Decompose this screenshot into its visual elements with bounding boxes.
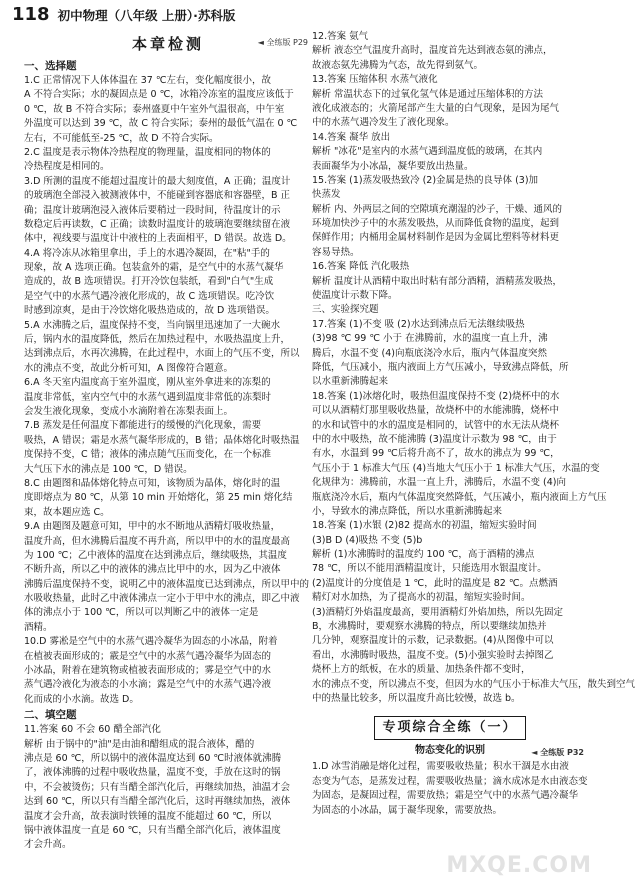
text-line: (2)温度计的分度值是 1 ℃，此时的温度是 82 ℃。点燃酒	[312, 577, 558, 589]
sub-heading	[312, 742, 588, 760]
text-line: 2.C 温度是表示物体冷热程度的物理量，温度相同的物体的	[24, 146, 271, 158]
special-section-title: 专项综合全练（一）	[374, 716, 526, 740]
chapter-title: 本章检测	[131, 35, 204, 53]
text-line: 解析 由于锅中的"油"是由油和醋组成的混合液体，醋的	[24, 738, 255, 750]
text-line: 数稳定后再读数，C 正确；读数时温度计的玻璃泡要继续留在液	[24, 218, 291, 230]
text-line: 中的水蒸气遇冷发生了液化现象。	[312, 117, 455, 129]
text-line: 度即熔点为 80 ℃，从第 10 min 开始熔化，第 25 min 熔化结	[24, 492, 293, 504]
chapter-ref-text: 全练版 P29	[266, 38, 308, 47]
text-line: 18.答案 (1)冰熔化时，吸热但温度保持不变 (2)烧杯中的水	[312, 390, 560, 402]
text-line: 故液态氨先沸腾为气态，故先得到氨气。	[312, 59, 484, 71]
text-line: 1.C 正常情况下人体体温在 37 ℃左右，变化幅度很小，故	[24, 75, 272, 86]
text-line: 11.答案 60 不会 60 醋全部汽化	[24, 724, 161, 736]
text-line: 6.A 冬天室内温度高于室外温度，刚从室外拿进来的冻梨的	[24, 377, 271, 389]
text-line: 外温度可以达到 39 ℃，故 C 符合实际；泰州的最低气温在 0 ℃	[24, 118, 298, 130]
text-line: 保鲜作用；内桶用金属材料制作是因为金属比塑料等材料更	[312, 232, 560, 244]
text-line: 17.答案 (1)不变 吸 (2)水达到沸点后无法继续吸热	[312, 318, 525, 330]
text-line: 腾后，水温不变 (4)向瓶底浇冷水后，瓶内气体温度突然	[312, 347, 547, 359]
text-line: 体的沸点小于 100 ℃，所以可以判断乙中的液体一定是	[24, 607, 259, 619]
text-line: 蒸气遇冷液化为液态的小水滴；露是空气中的水蒸气遇冷液	[24, 679, 272, 691]
text-line: 快蒸发	[312, 189, 341, 201]
text-line: 15.答案 (1)蒸发吸热致冷 (2)金属是热的良导体 (3)加	[312, 174, 539, 186]
text-line: 瓶底浇冷水后，瓶内气体温度突然降低，气压减小，瓶内液面上方气压	[312, 491, 607, 503]
text-line: 5.A 水沸腾之后，温度保持不变，当向锅里迅速加了一大碗水	[24, 319, 281, 331]
text-line: 水吸收热量，此时乙中液体沸点一定小于甲中水的沸点，即乙中液	[24, 593, 300, 605]
sub-ref-text: 全练版 P32	[540, 748, 584, 758]
section-title-fill: 二、填空题	[24, 709, 77, 722]
text-line: 几分钟，观察温度计的示数，记录数据。(4)从图像中可以	[312, 635, 554, 647]
text-line: 看出，水沸腾时吸热，温度不变。(5)小强实验时去掉图乙	[312, 649, 554, 661]
text-line: 12.答案 氨气	[312, 31, 369, 42]
text-line: 液化成液态的；火箭尾部产生大量的白气现象，是因为尾气	[312, 102, 560, 114]
text-line: 烧杯上方的纸板，在水的质量、加热条件都不变时，	[312, 664, 531, 676]
text-line: 吸热，A 错误；霜是水蒸气凝华形成的，B 错；晶体熔化时吸热温	[24, 434, 300, 446]
text-line: 中的水中吸热，故不能沸腾 (3)温度计示数为 98 ℃，由于	[312, 433, 557, 445]
text-line: 三、实验探究题	[312, 304, 379, 316]
text-line: 4.A 将冷冻从冰箱里拿出，手上的水遇冷凝固，在"粘"手的	[24, 247, 270, 259]
text-line: 解析 温度计从酒精中取出时粘有部分酒精，酒精蒸发吸热，	[312, 275, 563, 287]
text-line: 解析 (1)水沸腾时的温度约 100 ℃，高于酒精的沸点	[312, 549, 535, 561]
chapter-ref: ◄ 全练版 P29	[257, 38, 308, 47]
book-title: 初中物理（八年级 上册）·苏科版	[57, 8, 236, 23]
text-line: 确；温度计玻璃泡浸入液体后要稍过一段时间，待温度计的示	[24, 204, 281, 216]
text-line: 的水和试管中的水的温度是相同的，试管中的水无法从烧杯	[312, 419, 560, 431]
chapter-heading	[24, 30, 312, 58]
text-line: 左右，不可能低至-25 ℃，故 D 不符合实际。	[24, 132, 219, 144]
text-line: 气压小于 1 标准大气压 (4)当地大气压小于 1 标准大气压，水温的变	[312, 462, 600, 474]
text-line: 可以从酒精灯那里吸收热量，故烧杯中的水能沸腾，烧杯中	[312, 405, 560, 417]
text-line: 造成的，故 B 选项错误。打开冷饮包装纸，看到"白气"生成	[24, 276, 274, 288]
text-line: (3)酒精灯外焰温度最高，要用酒精灯外焰加热，所以先固定	[312, 606, 563, 618]
left-column	[24, 30, 312, 853]
sub-ref: ◄ 全练版 P32	[531, 748, 584, 758]
text-line: 解析 常温状态下的过氧化氢气体是通过压缩体积的方法	[312, 88, 544, 100]
left-answer-lines-2	[24, 723, 312, 853]
left-answer-lines	[24, 74, 312, 707]
text-line: 10.D 雾凇是空气中的水蒸气遇冷凝华为固态的小冰晶，附着	[24, 636, 278, 648]
text-line: 时感到凉爽，是由于冷饮熔化吸热造成的，故 D 选项错误。	[24, 305, 275, 317]
text-line: 达到 60 ℃，所以只有当醋全部汽化后，这时再继续加热，液体	[24, 796, 291, 808]
text-line: 解析 "冰花"是室内的水蒸气遇到温度低的玻璃，在其内	[312, 146, 543, 158]
page-header	[12, 4, 592, 26]
text-line: 小，导致水的沸点降低，所以水重新沸腾起来	[312, 505, 503, 517]
text-line: 降低，气压减小，瓶内液面上方气压减小，导致沸点降低，所	[312, 361, 569, 373]
text-line: 达到沸点后，水再次沸腾，在此过程中，水面上的气压不变，所以	[24, 348, 300, 360]
section-title-choice: 一、选择题	[24, 60, 77, 72]
text-line: (3)98 ℃ 99 ℃ 小于 在沸腾前，水的温度一直上升，沸	[312, 333, 548, 345]
text-line: 温度才会升高，故表演时铁锤的温度不能超过 60 ℃，所以	[24, 810, 272, 822]
text-line: 态变为气态，是蒸发过程，需要吸收热量；滴水成冰是水由液态变	[312, 775, 588, 787]
text-line: 3.D 所测的温度不能超过温度计的最大刻度值，A 正确；温度计	[24, 175, 291, 187]
text-line: 温度非常低，室内空气中的水蒸气遇到温度非常低的冻梨时	[24, 391, 272, 403]
text-line: 化规律为：沸腾前，水温一直上升，沸腾后，水温不变 (4)向	[312, 477, 566, 489]
text-line: 水的沸点不变，故此分析可知，A 图像符合题意。	[24, 362, 234, 374]
text-line: 大气压下水的沸点是 100 ℃，D 错误。	[24, 463, 193, 475]
text-line: 是空气中的水蒸气遇冷液化形成的，故 C 选项错误。吃冷饮	[24, 290, 275, 302]
text-line: 束，故本题应选 C。	[24, 506, 110, 518]
text-line: 冷热程度是相同的。	[24, 161, 110, 173]
text-line: 18.答案 (1)水银 (2)82 提高水的初温，缩短实验时间	[312, 520, 537, 532]
text-line: 精灯对水加热，为了提高水的初温，缩短实验时间。	[312, 592, 531, 604]
text-line: 13.答案 压缩体积 水蒸气液化	[312, 74, 438, 86]
text-line: 不断升高，所以乙中的液体的沸点比甲中的水，因为乙中液体	[24, 564, 281, 576]
text-line: 16.答案 降低 汽化吸热	[312, 261, 410, 273]
text-line: 0 ℃，故 B 不符合实际；泰州盛夏中午室外气温很高，中午室	[24, 103, 285, 115]
text-line: 8.C 由题图和晶体熔化特点可知，该物质为晶体，熔化时的温	[24, 477, 281, 489]
text-line: 中，不会被烫伤；只有当醋全部汽化后，再继续加热，油温才会	[24, 781, 291, 793]
sub-title: 物态变化的识别	[415, 745, 485, 757]
text-line: 有水，水温到 99 ℃后将升高不了，故水的沸点为 99 ℃，	[312, 448, 560, 460]
text-line: 1.D 冰雪消融是熔化过程，需要吸收热量；积水干涸是水由液	[312, 761, 569, 773]
text-line: 为 100 ℃；乙中液体的温度在达到沸点后，继续吸热，其温度	[24, 549, 287, 561]
text-line: 现象，故 A 选项正确。包装盒外的霜，是空气中的水蒸气凝华	[24, 262, 284, 274]
text-line: 的玻璃泡全部浸入被测液体中，不能碰到容器底和容器壁，B 正	[24, 190, 291, 202]
page-number: 118	[12, 4, 50, 25]
text-line: 环境加快沙子中的水蒸发吸热，从而降低食物的温度，起到	[312, 218, 560, 230]
text-line: 14.答案 凝华 放出	[312, 131, 391, 143]
text-line: 为固态，是凝固过程，需要放热；霜是空气中的水蒸气遇冷凝华	[312, 790, 579, 802]
text-line: 后，锅内水的温度降低，然后在加热过程中，水吸热温度上升，	[24, 334, 291, 346]
text-line: 解析 液态空气温度升高时，温度首先达到液态氨的沸点，	[312, 45, 553, 57]
text-line: 化而成的小水滴。故选 D。	[24, 693, 139, 705]
text-line: 在植被表面形成的；霰是空气中的水蒸气遇冷凝华为固态的	[24, 650, 272, 662]
text-line: 78 ℃，所以不能用酒精温度计，只能选用水银温度计。	[312, 563, 547, 575]
text-line: A 不符合实际；水的凝固点是 0 ℃，冰箱冷冻室的温度应该低于	[24, 89, 294, 101]
text-line: 会发生液化现象，变成小水滴附着在冻梨表面上。	[24, 405, 234, 417]
text-line: 小冰晶，附着在建筑物或植被表面形成的；雾是空气中的水	[24, 665, 272, 677]
right-column	[312, 30, 635, 818]
text-line: 7.B 蒸发是任何温度下都能进行的缓慢的汽化现象，需要	[24, 420, 262, 432]
text-line: 以水重新沸腾起来	[312, 376, 389, 388]
text-line: 才会升高。	[24, 839, 72, 851]
text-line: 表面凝华为小冰晶，凝华要放出热量。	[312, 160, 474, 172]
right-answer-lines-2	[312, 760, 588, 818]
text-line: 中的热量比较多，所以温度升高比较慢，故选 b。	[312, 692, 521, 704]
text-line: 解析 内、外两层之间的空隙填充潮湿的沙子，干燥、通风的	[312, 203, 563, 215]
right-answer-lines	[312, 30, 635, 706]
text-line: 9.A 由题图及题意可知，甲中的水不断地从酒精灯吸收热量，	[24, 521, 281, 533]
text-line: 体中，视线要与温度计中液柱的上表面相平，D 错误。故选 D。	[24, 233, 292, 245]
text-line: 度保持不变，C 错；液体的沸点随气压而变化，在一个标准	[24, 449, 272, 461]
text-line: 沸点是 60 ℃，所以锅中的液体温度达到 60 ℃时液体就沸腾	[24, 752, 282, 764]
text-line: 使温度计示数下降。	[312, 290, 398, 302]
text-line: 容易导热。	[312, 246, 360, 258]
text-line: 锅中液体温度一直是 60 ℃，只有当醋全部汽化后，液体温度	[24, 824, 281, 836]
text-line: 水的沸点不变，所以沸点不变，但因为水的气压小于标准大气压，散失到空气	[312, 678, 635, 690]
text-line: 为固态的小冰晶，属于凝华现象，需要放热。	[312, 804, 503, 816]
text-line: 沸腾后温度保持不变，说明乙中的液体温度已达到沸点，所以甲中的	[24, 578, 310, 590]
text-line: 酒精。	[24, 621, 53, 633]
text-line: (3)B D (4)吸热 不变 (5)b	[312, 534, 423, 546]
text-line: 温度升高，但水沸腾后温度不再升高，所以甲中的水的温度最高	[24, 535, 291, 547]
text-line: B，水沸腾时，要观察水沸腾的特点，所以要继续加热并	[312, 621, 547, 633]
text-line: 了，液体沸腾的过程中吸收热量，温度不变，手放在这时的锅	[24, 767, 281, 779]
watermark: MXQE.COM	[446, 853, 592, 878]
